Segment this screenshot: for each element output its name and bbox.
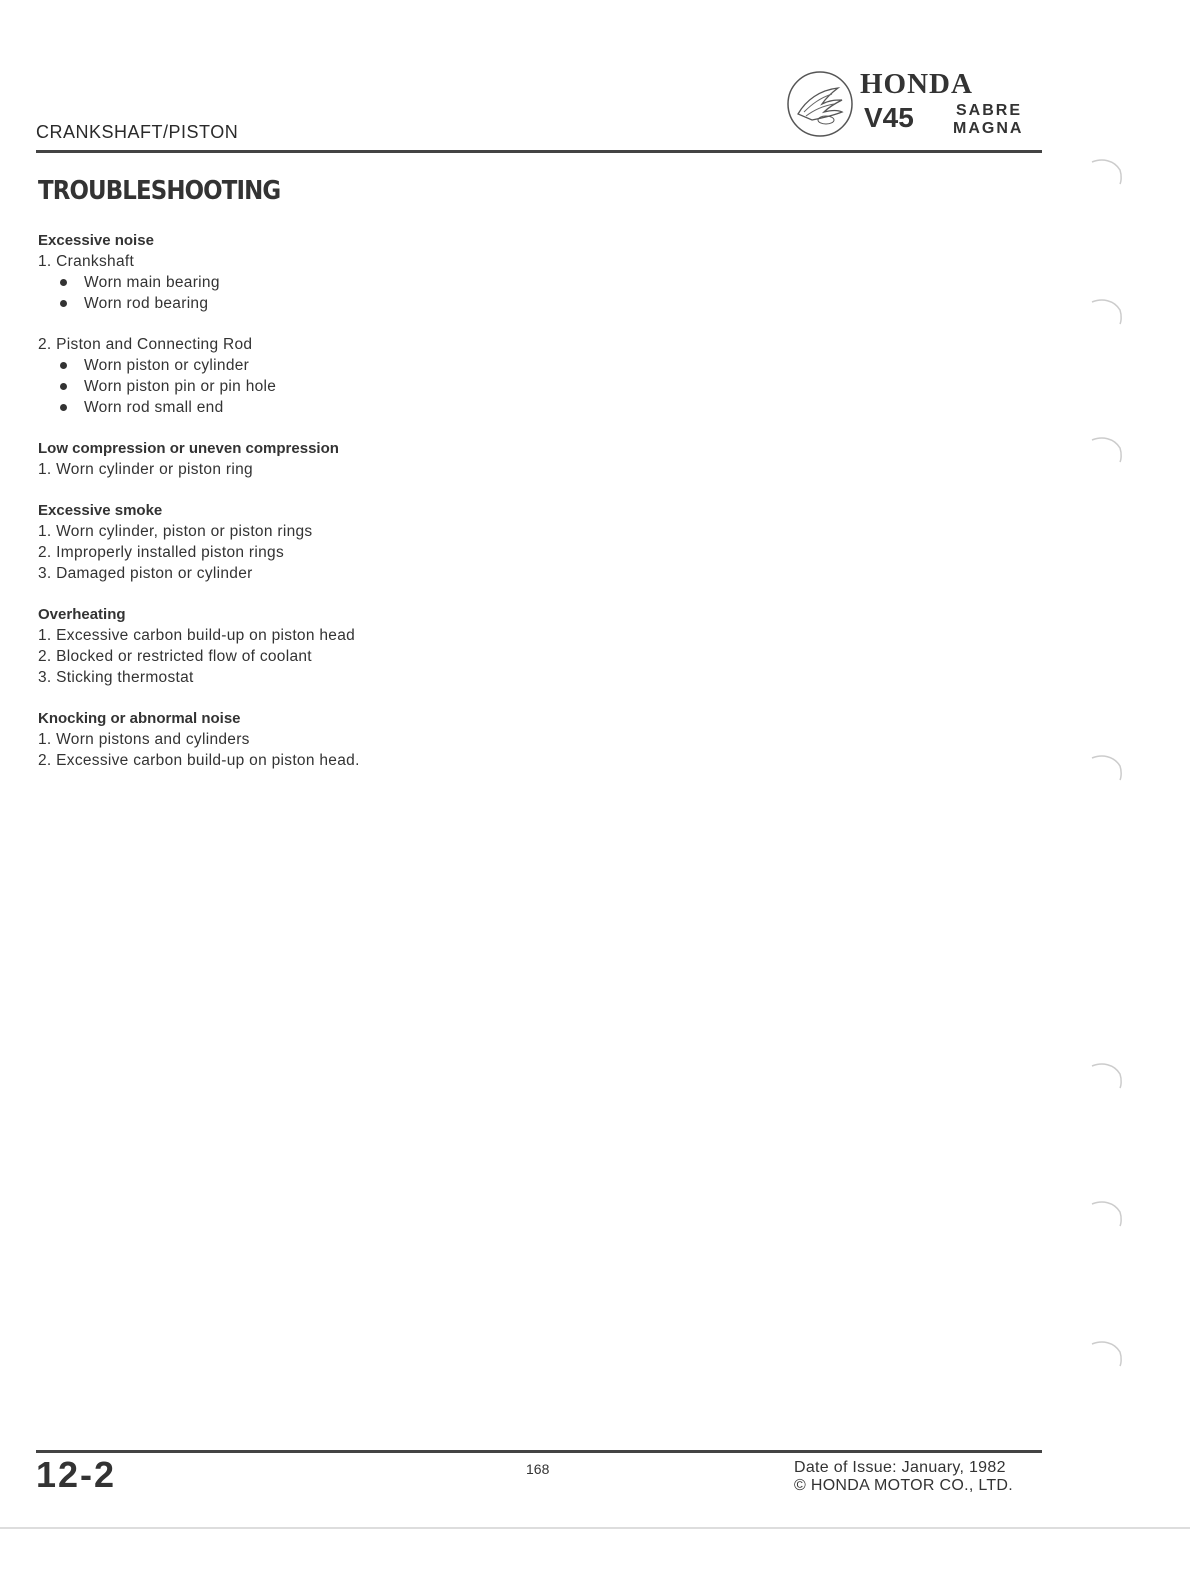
scan-edge-line xyxy=(0,1527,1190,1529)
logo-model: V45 xyxy=(864,102,914,133)
honda-wing-emblem-icon xyxy=(786,70,854,138)
bullet-icon xyxy=(60,383,67,390)
group-title: Excessive noise xyxy=(38,232,154,249)
bullet-item: Worn piston pin or pin hole xyxy=(38,376,638,397)
binder-hole-mark xyxy=(1088,752,1124,782)
cause-block xyxy=(38,251,638,314)
binder-hole-mark xyxy=(1088,156,1124,186)
cause-item: 3. Sticking thermostat xyxy=(38,669,194,686)
binder-hole-mark xyxy=(1088,296,1124,326)
trouble-group xyxy=(38,438,638,480)
trouble-group xyxy=(38,230,638,418)
footer-rule xyxy=(36,1450,1042,1453)
cause-item: 3. Damaged piston or cylinder xyxy=(38,565,253,582)
trouble-group xyxy=(38,500,638,584)
group-title: Low compression or uneven compression xyxy=(38,440,339,457)
cause-item: 1. Worn pistons and cylinders xyxy=(38,731,250,748)
binder-hole-mark xyxy=(1088,1060,1124,1090)
group-title: Knocking or abnormal noise xyxy=(38,710,241,727)
section-title: CRANKSHAFT/PISTON xyxy=(36,122,239,142)
bullet-item: Worn piston or cylinder xyxy=(38,355,638,376)
group-title: Overheating xyxy=(38,606,126,623)
page-heading: TROUBLESHOOTING xyxy=(38,176,281,206)
cause-item: 1. Worn cylinder, piston or piston rings xyxy=(38,523,313,540)
page-code: 12-2 xyxy=(36,1454,117,1495)
page-number: 168 xyxy=(526,1461,550,1477)
logo-brand: HONDA xyxy=(860,68,973,100)
issue-date: Date of Issue: January, 1982 xyxy=(794,1459,1006,1476)
cause-item: 1. Worn cylinder or piston ring xyxy=(38,461,253,478)
bullet-icon xyxy=(60,300,67,307)
bullet-icon xyxy=(60,404,67,411)
bullet-item: Worn rod small end xyxy=(38,397,638,418)
cause-block xyxy=(38,334,638,418)
group-title: Excessive smoke xyxy=(38,502,163,519)
binder-hole-mark xyxy=(1088,1198,1124,1228)
header-rule xyxy=(36,150,1042,153)
logo-magna: MAGNA xyxy=(953,120,1024,137)
bullet-item: Worn rod bearing xyxy=(38,293,638,314)
copyright: © HONDA MOTOR CO., LTD. xyxy=(794,1477,1014,1494)
cause-item: 1. Excessive carbon build-up on piston head xyxy=(38,627,356,644)
bullet-item: Worn main bearing xyxy=(38,272,638,293)
cause-item: 2. Excessive carbon build-up on piston head. xyxy=(38,752,360,769)
bullet-icon xyxy=(60,279,67,286)
bullet-icon xyxy=(60,362,67,369)
troubleshooting-content xyxy=(38,230,638,791)
binder-hole-mark xyxy=(1088,1338,1124,1368)
honda-logo xyxy=(786,70,1046,140)
cause-item: 1. Crankshaft xyxy=(38,253,135,270)
cause-item: 2. Improperly installed piston rings xyxy=(38,544,284,561)
cause-item: 2. Piston and Connecting Rod xyxy=(38,336,253,353)
trouble-group xyxy=(38,604,638,688)
cause-item: 2. Blocked or restricted flow of coolant xyxy=(38,648,312,665)
binder-hole-mark xyxy=(1088,434,1124,464)
logo-sabre: SABRE xyxy=(956,102,1023,119)
trouble-group xyxy=(38,708,638,771)
